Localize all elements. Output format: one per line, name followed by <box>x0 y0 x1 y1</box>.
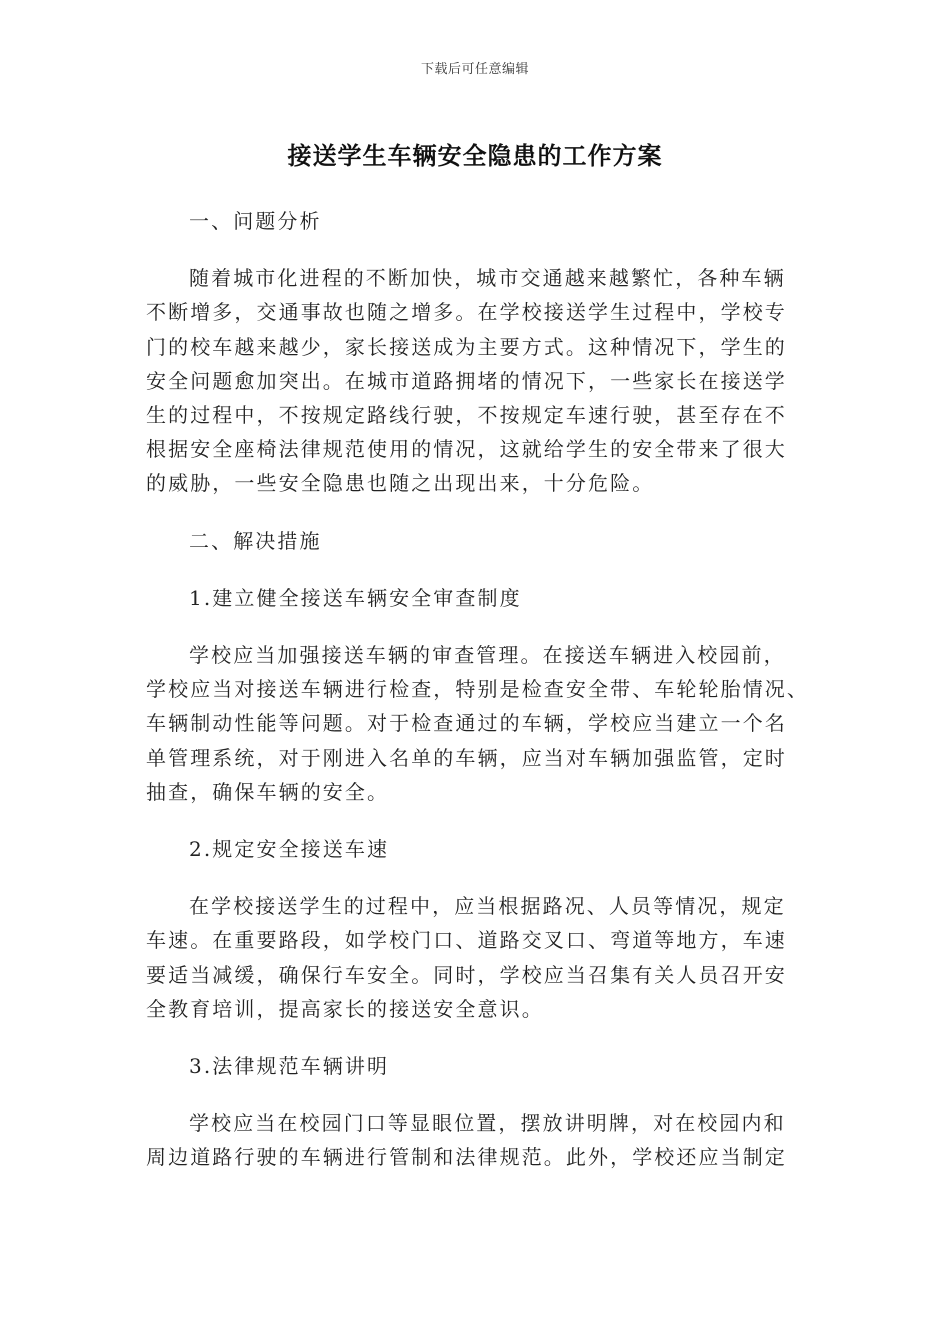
paragraph-line: 在学校接送学生的过程中，应当根据路况、人员等情况，规定 <box>189 894 786 919</box>
paragraph-line: 学校应当在校园门口等显眼位置，摆放讲明牌，对在校园内和 <box>189 1111 786 1136</box>
paragraph-line: 的威胁，一些安全隐患也随之出现出来，十分危险。 <box>146 471 655 496</box>
paragraph-line: 门的校车越来越少，家长接送成为主要方式。这种情况下，学生的 <box>146 334 787 359</box>
section-heading-solutions: 二、解决措施 <box>189 528 322 553</box>
paragraph-safe-speed <box>146 889 806 1026</box>
paragraph-line: 抽查，确保车辆的安全。 <box>146 779 390 804</box>
paragraph-line: 学校应当对接送车辆进行检查，特别是检查安全带、车轮轮胎情况、 <box>146 677 809 702</box>
document-title: 接送学生车辆安全隐患的工作方案 <box>287 142 663 170</box>
paragraph-problem-analysis <box>146 261 806 500</box>
paragraph-line: 不断增多，交通事故也随之增多。在学校接送学生过程中，学校专 <box>146 300 787 325</box>
document-body <box>146 204 809 1198</box>
paragraph-vehicle-review-system <box>146 638 809 809</box>
paragraph-line: 全教育培训，提高家长的接送安全意识。 <box>146 996 544 1021</box>
paragraph-line: 安全问题愈加突出。在城市道路拥堵的情况下，一些家长在接送学 <box>146 368 787 393</box>
paragraph-line: 随着城市化进程的不断加快，城市交通越来越繁忙，各种车辆 <box>189 266 786 291</box>
paragraph-line: 生的过程中，不按规定路线行驶，不按规定车速行驶，甚至存在不 <box>146 403 787 428</box>
paragraph-line: 要适当减缓，确保行车安全。同时，学校应当召集有关人员召开安 <box>146 962 787 987</box>
subheading-safe-speed: 2.规定安全接送车速 <box>189 837 390 862</box>
header-note: 下载后可任意编辑 <box>420 62 529 77</box>
section-heading-problem-analysis: 一、问题分析 <box>189 209 322 233</box>
paragraph-line: 周边道路行驶的车辆进行管制和法律规范。此外，学校还应当制定 <box>146 1145 787 1170</box>
paragraph-line: 车辆制动性能等问题。对于检查通过的车辆，学校应当建立一个名 <box>146 711 787 736</box>
paragraph-line: 根据安全座椅法律规范使用的情况，这就给学生的安全带来了很大 <box>146 437 787 462</box>
paragraph-line: 单管理系统，对于刚进入名单的车辆，应当对车辆加强监管，定时 <box>146 745 787 770</box>
paragraph-legal-signage <box>146 1106 806 1174</box>
paragraph-line: 车速。在重要路段，如学校门口、道路交叉口、弯道等地方，车速 <box>146 928 787 953</box>
subheading-vehicle-review-system: 1.建立健全接送车辆安全审查制度 <box>189 585 522 610</box>
subheading-legal-signage: 3.法律规范车辆讲明 <box>189 1054 390 1079</box>
paragraph-line: 学校应当加强接送车辆的审查管理。在接送车辆进入校园前， <box>189 643 786 668</box>
